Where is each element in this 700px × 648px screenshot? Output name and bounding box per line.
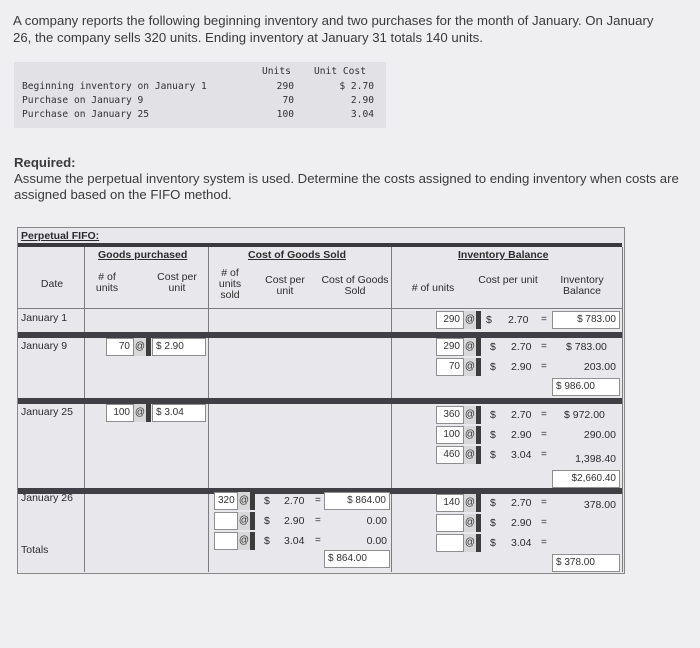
balance-cost-value: 2.70 (511, 409, 532, 421)
perpetual-fifo-table (17, 227, 625, 574)
balance-units-input[interactable]: 290 (436, 311, 464, 329)
inventory-balance-value: $ 972.00 (564, 409, 605, 421)
cell-separator (476, 311, 481, 329)
balance-cost-value: 2.70 (511, 497, 532, 509)
balance-units-input[interactable]: 460 (436, 446, 464, 464)
inventory-balance-value: $ 783.00 (566, 341, 607, 353)
equals-sign: = (315, 535, 321, 546)
date-january-25: January 25 (21, 406, 73, 418)
cell-separator (476, 338, 481, 356)
cogs-input[interactable]: $ 864.00 (324, 492, 390, 510)
at-sign: @ (134, 404, 146, 422)
group-inventory-balance: Inventory Balance (458, 249, 549, 261)
col-cogs: Cost of Goods Sold (321, 274, 389, 297)
col-balance-cost: Cost per unit (478, 274, 538, 286)
dollar-sign: $ (490, 429, 496, 441)
table-title: Perpetual FIFO: (21, 230, 100, 242)
given-data-table (14, 62, 386, 128)
dollar-sign: $ (490, 449, 496, 461)
at-sign: @ (464, 534, 476, 552)
equals-sign: = (541, 497, 547, 508)
balance-cost-value: 2.90 (511, 517, 532, 529)
units-sold-input[interactable]: 320 (214, 492, 238, 510)
cogs-value: 0.00 (366, 535, 387, 547)
at-sign: @ (134, 338, 146, 356)
cell-separator (476, 358, 481, 376)
top-band (18, 243, 622, 247)
balance-units-input[interactable]: 70 (436, 358, 464, 376)
inventory-balance-value: 1,398.40 (575, 453, 616, 465)
equals-sign: = (315, 495, 321, 506)
cell-separator (476, 534, 481, 552)
balance-cost-value: 2.70 (511, 341, 532, 353)
group-goods-purchased: Goods purchased (98, 249, 188, 261)
dollar-sign: $ (264, 495, 270, 507)
dollar-sign: $ (490, 497, 496, 509)
col-inventory-balance: Inventory Balance (560, 274, 604, 297)
dollar-sign: $ (264, 535, 270, 547)
required-text: Assume the perpetual inventory system is used. Determine the costs assigned to ending inventory when costs are assigned based on the FIFO method. (14, 171, 679, 202)
balance-units-input[interactable] (436, 514, 464, 532)
given-row-label: Purchase on January 9 (22, 95, 144, 106)
balance-cost-value: 2.70 (508, 314, 529, 326)
sold-cost-value: 3.04 (284, 535, 305, 547)
balance-cost-value: 3.04 (511, 537, 532, 549)
group-cogs: Cost of Goods Sold (248, 249, 346, 261)
required-heading: Required: (14, 155, 76, 170)
required-section (14, 155, 684, 203)
units-sold-input[interactable] (214, 532, 238, 550)
balance-cost-value: 2.90 (511, 361, 532, 373)
sold-cost-value: 2.70 (284, 495, 305, 507)
balance-cost-value: 3.04 (511, 449, 532, 461)
grid-line (84, 247, 85, 572)
cogs-value: 0.00 (366, 515, 387, 527)
col-purchased-units: # of units (95, 271, 119, 294)
purchased-units-input[interactable]: 70 (106, 338, 134, 356)
dollar-sign: $ (264, 515, 270, 527)
purchased-cost-input[interactable]: $ 3.04 (152, 404, 206, 422)
cell-separator (476, 494, 481, 512)
grid-line (622, 247, 623, 572)
balance-units-input[interactable] (436, 534, 464, 552)
equals-sign: = (541, 517, 547, 528)
inventory-balance-input[interactable]: $ 783.00 (552, 311, 620, 329)
header-divider (18, 308, 622, 309)
balance-cost-value: 2.90 (511, 429, 532, 441)
given-row-units: 100 (276, 109, 294, 120)
cell-separator (476, 514, 481, 532)
cell-separator (476, 406, 481, 424)
date-january-1: January 1 (21, 312, 68, 324)
date-january-9: January 9 (21, 340, 68, 352)
given-row-cost: $ 2.70 (339, 81, 374, 92)
date-january-26: January 26 (21, 492, 73, 504)
equals-sign: = (541, 361, 547, 372)
col-balance-units: # of units (411, 282, 455, 294)
row-band (18, 488, 622, 494)
given-row-cost: 3.04 (350, 109, 374, 120)
unit-cost-header: Unit Cost (314, 66, 366, 77)
grid-line (208, 247, 209, 572)
at-sign: @ (238, 492, 250, 510)
dollar-sign: $ (490, 409, 496, 421)
equals-sign: = (315, 515, 321, 526)
inventory-balance-total[interactable]: $2,660.40 (552, 470, 620, 488)
cell-separator (476, 426, 481, 444)
cell-separator (250, 512, 255, 530)
inventory-balance-total[interactable]: $ 986.00 (552, 378, 620, 396)
at-sign: @ (464, 358, 476, 376)
given-row-units: 290 (276, 81, 294, 92)
total-inventory-balance-input[interactable]: $ 378.00 (552, 554, 620, 572)
at-sign: @ (238, 532, 250, 550)
units-sold-input[interactable] (214, 512, 238, 530)
cell-separator (250, 492, 255, 510)
equals-sign: = (541, 409, 547, 420)
dollar-sign: $ (490, 537, 496, 549)
dollar-sign: $ (490, 361, 496, 373)
inventory-balance-value: 378.00 (583, 499, 616, 511)
given-row-label: Purchase on January 25 (22, 109, 150, 120)
col-purchased-cost: Cost per unit (157, 271, 197, 294)
at-sign: @ (464, 406, 476, 424)
given-row-label: Beginning inventory on January 1 (22, 81, 207, 92)
problem-intro: A company reports the following beginning inventory and two purchases for the month of January. On January 26, the company sells 320 units. Ending inventory at January 31 totals 140 units. (13, 13, 654, 45)
col-sold-cost: Cost per unit (265, 274, 305, 297)
at-sign: @ (238, 512, 250, 530)
cell-separator (146, 338, 151, 356)
dollar-sign: $ (486, 314, 492, 326)
dollar-sign: $ (490, 517, 496, 529)
inventory-balance-value: 290.00 (583, 429, 616, 441)
balance-units-input[interactable]: 140 (436, 494, 464, 512)
equals-sign: = (541, 341, 547, 352)
col-units-sold: # of units sold (218, 267, 242, 301)
purchased-units-input[interactable]: 100 (106, 404, 134, 422)
at-sign: @ (464, 494, 476, 512)
given-row-units: 70 (282, 95, 294, 106)
at-sign: @ (464, 426, 476, 444)
units-header: Units (262, 66, 291, 77)
at-sign: @ (464, 514, 476, 532)
totals-label: Totals (21, 544, 49, 556)
sold-cost-value: 2.90 (284, 515, 305, 527)
balance-units-input[interactable]: 100 (436, 426, 464, 444)
cell-separator (250, 532, 255, 550)
cell-separator (146, 404, 151, 422)
balance-units-input[interactable]: 290 (436, 338, 464, 356)
at-sign: @ (464, 311, 476, 329)
grid-line (391, 247, 392, 572)
at-sign: @ (464, 446, 476, 464)
equals-sign: = (541, 449, 547, 460)
purchased-cost-input[interactable]: $ 2.90 (152, 338, 206, 356)
col-date: Date (40, 278, 64, 290)
given-row-cost: 2.90 (350, 95, 374, 106)
equals-sign: = (541, 314, 547, 325)
balance-units-input[interactable]: 360 (436, 406, 464, 424)
inventory-balance-value: 203.00 (583, 361, 616, 373)
equals-sign: = (541, 537, 547, 548)
total-cogs-input[interactable]: $ 864.00 (324, 550, 390, 568)
equals-sign: = (541, 429, 547, 440)
at-sign: @ (464, 338, 476, 356)
cell-separator (476, 446, 481, 464)
dollar-sign: $ (490, 341, 496, 353)
